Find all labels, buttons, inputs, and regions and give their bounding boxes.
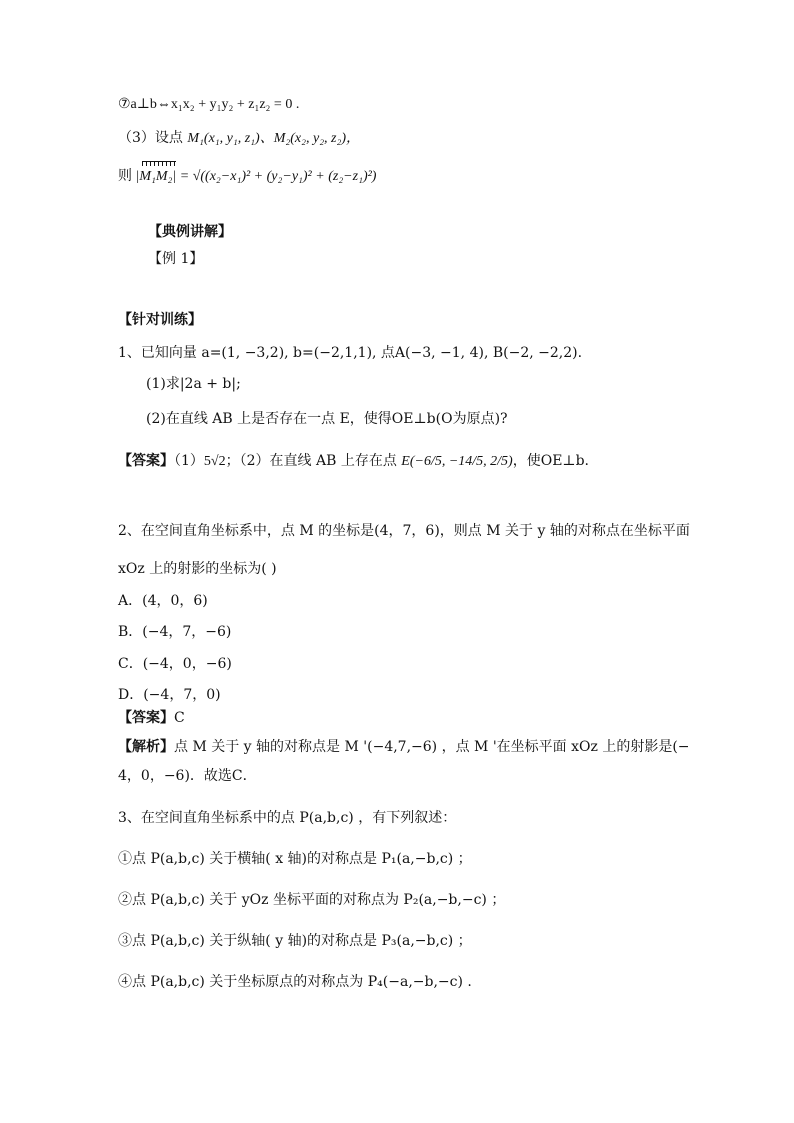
q3-stem: 3、在空间直角坐标系中的点 P(a,b,c) ，有下列叙述： [118, 810, 457, 826]
q2-analysis-label: 【解析】 [118, 739, 174, 755]
q2-stem-line2: xOz 上的射影的坐标为( ) [118, 561, 277, 577]
q2-analysis-line1 [118, 737, 690, 757]
q1-answer-sep: ；（2）在直线 AB 上存在点 [225, 453, 397, 469]
formula-7-text: ⑦a⊥b⇔x₁x₂ + y₁y₂ + z₁z₂ = 0 . [118, 97, 300, 112]
q2-option-d: D．(−4，7，0) [118, 687, 221, 703]
q1-point-e: E(−6/5, −14/5, 2/5) [401, 454, 513, 469]
distance-prefix: 则 [118, 169, 132, 184]
q2-option-c: C．(−4，0，−6) [118, 656, 232, 672]
q3-item-1: ①点 P(a,b,c) 关于横轴( x 轴)的对称点是 P₁(a,−b,c) ； [118, 851, 472, 867]
q1-part2: (2)在直线 AB 上是否存在一点 E，使得OE⊥b(O为原点)? [146, 411, 508, 427]
formula-3-points: M₁(x₁, y₁, z₁)、M₂(x₂, y₂, z₂)， [187, 131, 361, 146]
q1-answer-tail: ，使OE⊥b. [512, 453, 590, 469]
formula-7 [118, 95, 299, 115]
q1-answer-value1: 5√2 [203, 454, 226, 469]
ticks-mark [142, 161, 176, 166]
q2-answer-value: C [174, 710, 185, 726]
q2-answer-label: 【答案】 [118, 710, 174, 726]
example-1-label: 【例 1】 [148, 251, 204, 267]
q1-part1: (1)求|2a + b|; [146, 376, 241, 392]
distance-formula [136, 167, 377, 187]
q1-answer [118, 451, 589, 472]
heading-training: 【针对训练】 [118, 312, 202, 328]
formula-3 [118, 128, 360, 149]
q3-item-3: ③点 P(a,b,c) 关于纵轴( y 轴)的对称点是 P₃(a,−b,c) ； [118, 933, 472, 949]
q2-option-a: A．(4，0，6) [118, 593, 208, 609]
q1-stem: 1、已知向量 a=(1, −3,2), b=(−2,1,1), 点A(−3, −1, 4), B(−2, −2,2). [118, 345, 583, 361]
q2-answer [118, 708, 185, 728]
q2-analysis-text1: 点 M 关于 y 轴的对称点是 M '(−4,7,−6) ，点 M '在坐标平面 xOz 上的射影是(− [174, 739, 690, 755]
q1-answer-part1: （1） [174, 453, 204, 469]
q2-analysis-line2: 4，0，−6)．故选C． [118, 768, 257, 784]
distance-formula-line [118, 167, 376, 187]
distance-formula-text: |M₁M₂| = √((x₂−x₁)² + (y₂−y₁)² + (z₂−z₁)²) [135, 169, 377, 184]
q2-option-b: B．(−4，7，−6) [118, 624, 232, 640]
q3-item-4: ④点 P(a,b,c) 关于坐标原点的对称点为 P₄(−a,−b,−c) . [118, 974, 472, 990]
q1-answer-label: 【答案】 [118, 453, 174, 469]
heading-examples: 【典例讲解】 [148, 224, 232, 240]
formula-3-prefix: （3）设点 [118, 130, 183, 146]
q2-stem-line1: 2、在空间直角坐标系中，点 M 的坐标是(4，7，6)，则点 M 关于 y 轴的对称点在坐标平面 [118, 523, 690, 539]
q3-item-2: ②点 P(a,b,c) 关于 yOz 坐标平面的对称点为 P₂(a,−b,−c) ； [118, 892, 506, 908]
